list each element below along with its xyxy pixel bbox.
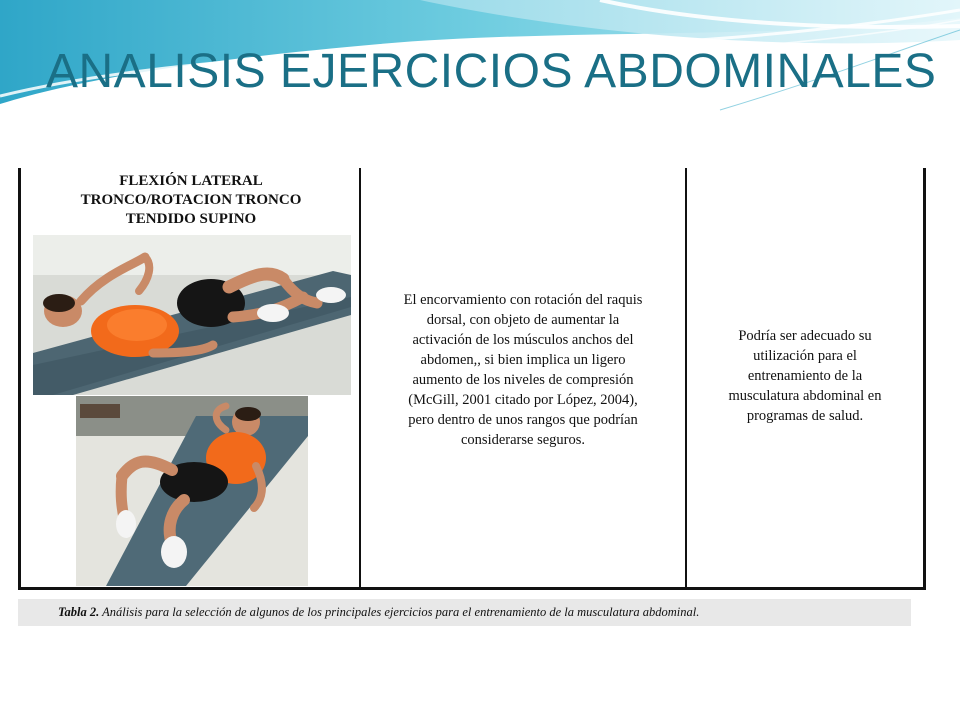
recommendation-column [687,168,923,587]
analysis-line: pero dentro de unos rangos que podrían [408,412,638,428]
recommendation-line: entrenamiento de la [747,368,863,384]
analysis-column [361,168,687,587]
recommendation-line: Podría ser adecuado su [738,328,872,344]
slide-title: ANALISIS EJERCICIOS ABDOMINALES [46,45,937,98]
analysis-line: aumento de los niveles de compresión [412,372,634,388]
supine-crunch-photo [76,396,308,586]
side-lying-rotation-photo [33,235,351,395]
recommendation-line: utilización para el [753,348,857,364]
analysis-line: El encorvamiento con rotación del raquis [403,292,643,308]
exercise-column [21,168,361,587]
exercise-name-line: TRONCO/ROTACION TRONCO [80,192,302,208]
exercise-name [21,172,361,229]
exercise-name-line: TENDIDO SUPINO [125,211,257,227]
recommendation-line: musculatura abdominal en [728,388,882,404]
analysis-line: abdomen,, si bien implica un ligero [420,352,626,368]
analysis-line: activación de los músculos anchos del [412,332,634,348]
analysis-text [369,290,677,450]
caption-text: Análisis para la selección de algunos de los principales ejercicios para el entrenamiento de la musculatura abdominal. [99,605,700,619]
recommendation-text [699,326,911,426]
analysis-line: dorsal, con objeto de aumentar la [426,312,620,328]
analysis-line: (McGill, 2001 citado por López, 2004), [408,392,638,408]
exercise-analysis-table [18,168,926,638]
table-grid [18,168,926,590]
exercise-name-line: FLEXIÓN LATERAL [119,173,263,189]
recommendation-line: programas de salud. [746,408,864,424]
table-caption [18,599,911,626]
caption-label: Tabla 2. [58,605,100,619]
analysis-line: considerarse seguros. [460,432,585,448]
